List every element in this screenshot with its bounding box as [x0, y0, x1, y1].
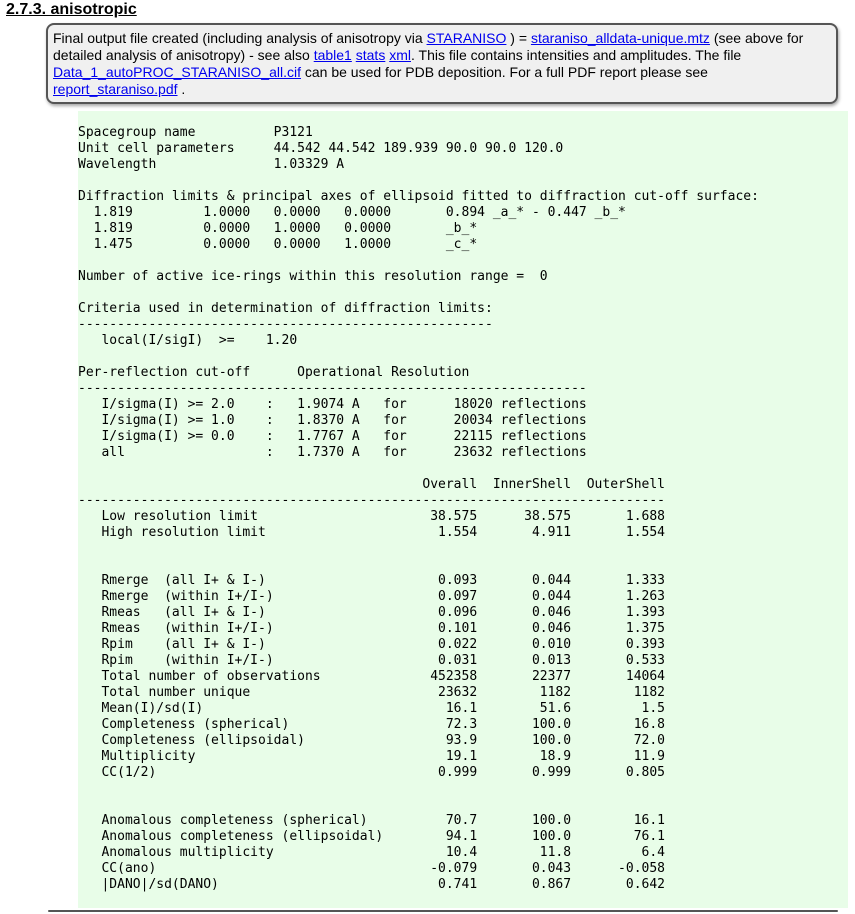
output-line: Criteria used in determination of diffraction limits:	[78, 301, 493, 316]
output-line: I/sigma(I) >= 2.0 : 1.9074 A for 18020 reflections	[78, 397, 587, 412]
info-box	[46, 23, 838, 104]
output-line: CC(1/2) 0.999 0.999 0.805	[78, 765, 665, 780]
output-line: 1.819 1.0000 0.0000 0.0000 0.894 _a_* - 0.447 _b_*	[78, 205, 626, 220]
output-line: 1.475 0.0000 0.0000 1.0000 _c_*	[78, 237, 478, 252]
info-text: can be used for PDB deposition. For a full PDF report please see	[300, 64, 708, 80]
output-line: ---------------------------------------------------------------------------	[78, 493, 665, 508]
output-line: Completeness (ellipsoidal) 93.9 100.0 72.0	[78, 733, 665, 748]
output-line: local(I/sigI) >= 1.20	[78, 333, 298, 348]
output-line: CC(ano) -0.079 0.043 -0.058	[78, 861, 665, 876]
mtz-file-link[interactable]: staraniso_alldata-unique.mtz	[530, 30, 710, 46]
output-line: 1.819 0.0000 1.0000 0.0000 _b_*	[78, 221, 478, 236]
table1-link[interactable]: table1	[313, 47, 352, 63]
output-panel	[78, 111, 848, 908]
program-output	[78, 111, 848, 893]
output-line: Spacegroup name P3121	[78, 125, 313, 140]
output-line: Low resolution limit 38.575 38.575 1.688	[78, 509, 665, 524]
output-line: Rmerge (all I+ & I-) 0.093 0.044 1.333	[78, 573, 665, 588]
info-text: Final output file created (including analysis of anisotropy via	[53, 30, 427, 46]
cif-file-link[interactable]: Data_1_autoPROC_STARANISO_all.cif	[53, 64, 301, 80]
output-line: Total number of observations 452358 22377 14064	[78, 669, 665, 684]
info-text: (see above for detailed analysis of anisotropy) - see also	[53, 30, 804, 63]
output-line: Overall InnerShell OuterShell	[78, 477, 665, 492]
xml-link[interactable]: xml	[389, 47, 411, 63]
output-line: High resolution limit 1.554 4.911 1.554	[78, 525, 665, 540]
output-line: Rmerge (within I+/I-) 0.097 0.044 1.263	[78, 589, 665, 604]
output-line: Rpim (within I+/I-) 0.031 0.013 0.533	[78, 653, 665, 668]
info-text: . This file contains intensities and amplitudes. The file	[411, 47, 742, 63]
section-title: 2.7.3. anisotropic	[6, 1, 137, 18]
output-line: Completeness (spherical) 72.3 100.0 16.8	[78, 717, 665, 732]
output-line: Number of active ice-rings within this resolution range = 0	[78, 269, 548, 284]
output-line: -----------------------------------------------------	[78, 317, 493, 332]
output-line: Rmeas (all I+ & I-) 0.096 0.046 1.393	[78, 605, 665, 620]
output-line: Anomalous multiplicity 10.4 11.8 6.4	[78, 845, 665, 860]
output-line: Multiplicity 19.1 18.9 11.9	[78, 749, 665, 764]
output-line: Rmeas (within I+/I-) 0.101 0.046 1.375	[78, 621, 665, 636]
output-line: all : 1.7370 A for 23632 reflections	[78, 445, 587, 460]
output-line: Total number unique 23632 1182 1182	[78, 685, 665, 700]
output-line: -----------------------------------------------------------------	[78, 381, 587, 396]
output-line: Unit cell parameters 44.542 44.542 189.939 90.0 90.0 120.0	[78, 141, 564, 156]
output-line: Per-reflection cut-off Operational Resolution	[78, 365, 470, 380]
output-line: Rpim (all I+ & I-) 0.022 0.010 0.393	[78, 637, 665, 652]
output-line: I/sigma(I) >= 0.0 : 1.7767 A for 22115 reflections	[78, 429, 587, 444]
output-line: Mean(I)/sd(I) 16.1 51.6 1.5	[78, 701, 665, 716]
next-box-edge	[48, 910, 838, 912]
output-line: Diffraction limits & principal axes of ellipsoid fitted to diffraction cut-off surface:	[78, 189, 759, 204]
staraniso-link[interactable]: STARANISO	[426, 30, 507, 46]
stats-link[interactable]: stats	[355, 47, 386, 63]
output-line: |DANO|/sd(DANO) 0.741 0.867 0.642	[78, 877, 665, 892]
output-line: Anomalous completeness (spherical) 70.7 100.0 16.1	[78, 813, 665, 828]
info-text: .	[177, 81, 186, 97]
output-line: Wavelength 1.03329 A	[78, 157, 345, 172]
output-line: Anomalous completeness (ellipsoidal) 94.1 100.0 76.1	[78, 829, 665, 844]
info-text: ) =	[506, 30, 531, 46]
output-line: I/sigma(I) >= 1.0 : 1.8370 A for 20034 reflections	[78, 413, 587, 428]
pdf-report-link[interactable]: report_staraniso.pdf	[53, 81, 178, 97]
